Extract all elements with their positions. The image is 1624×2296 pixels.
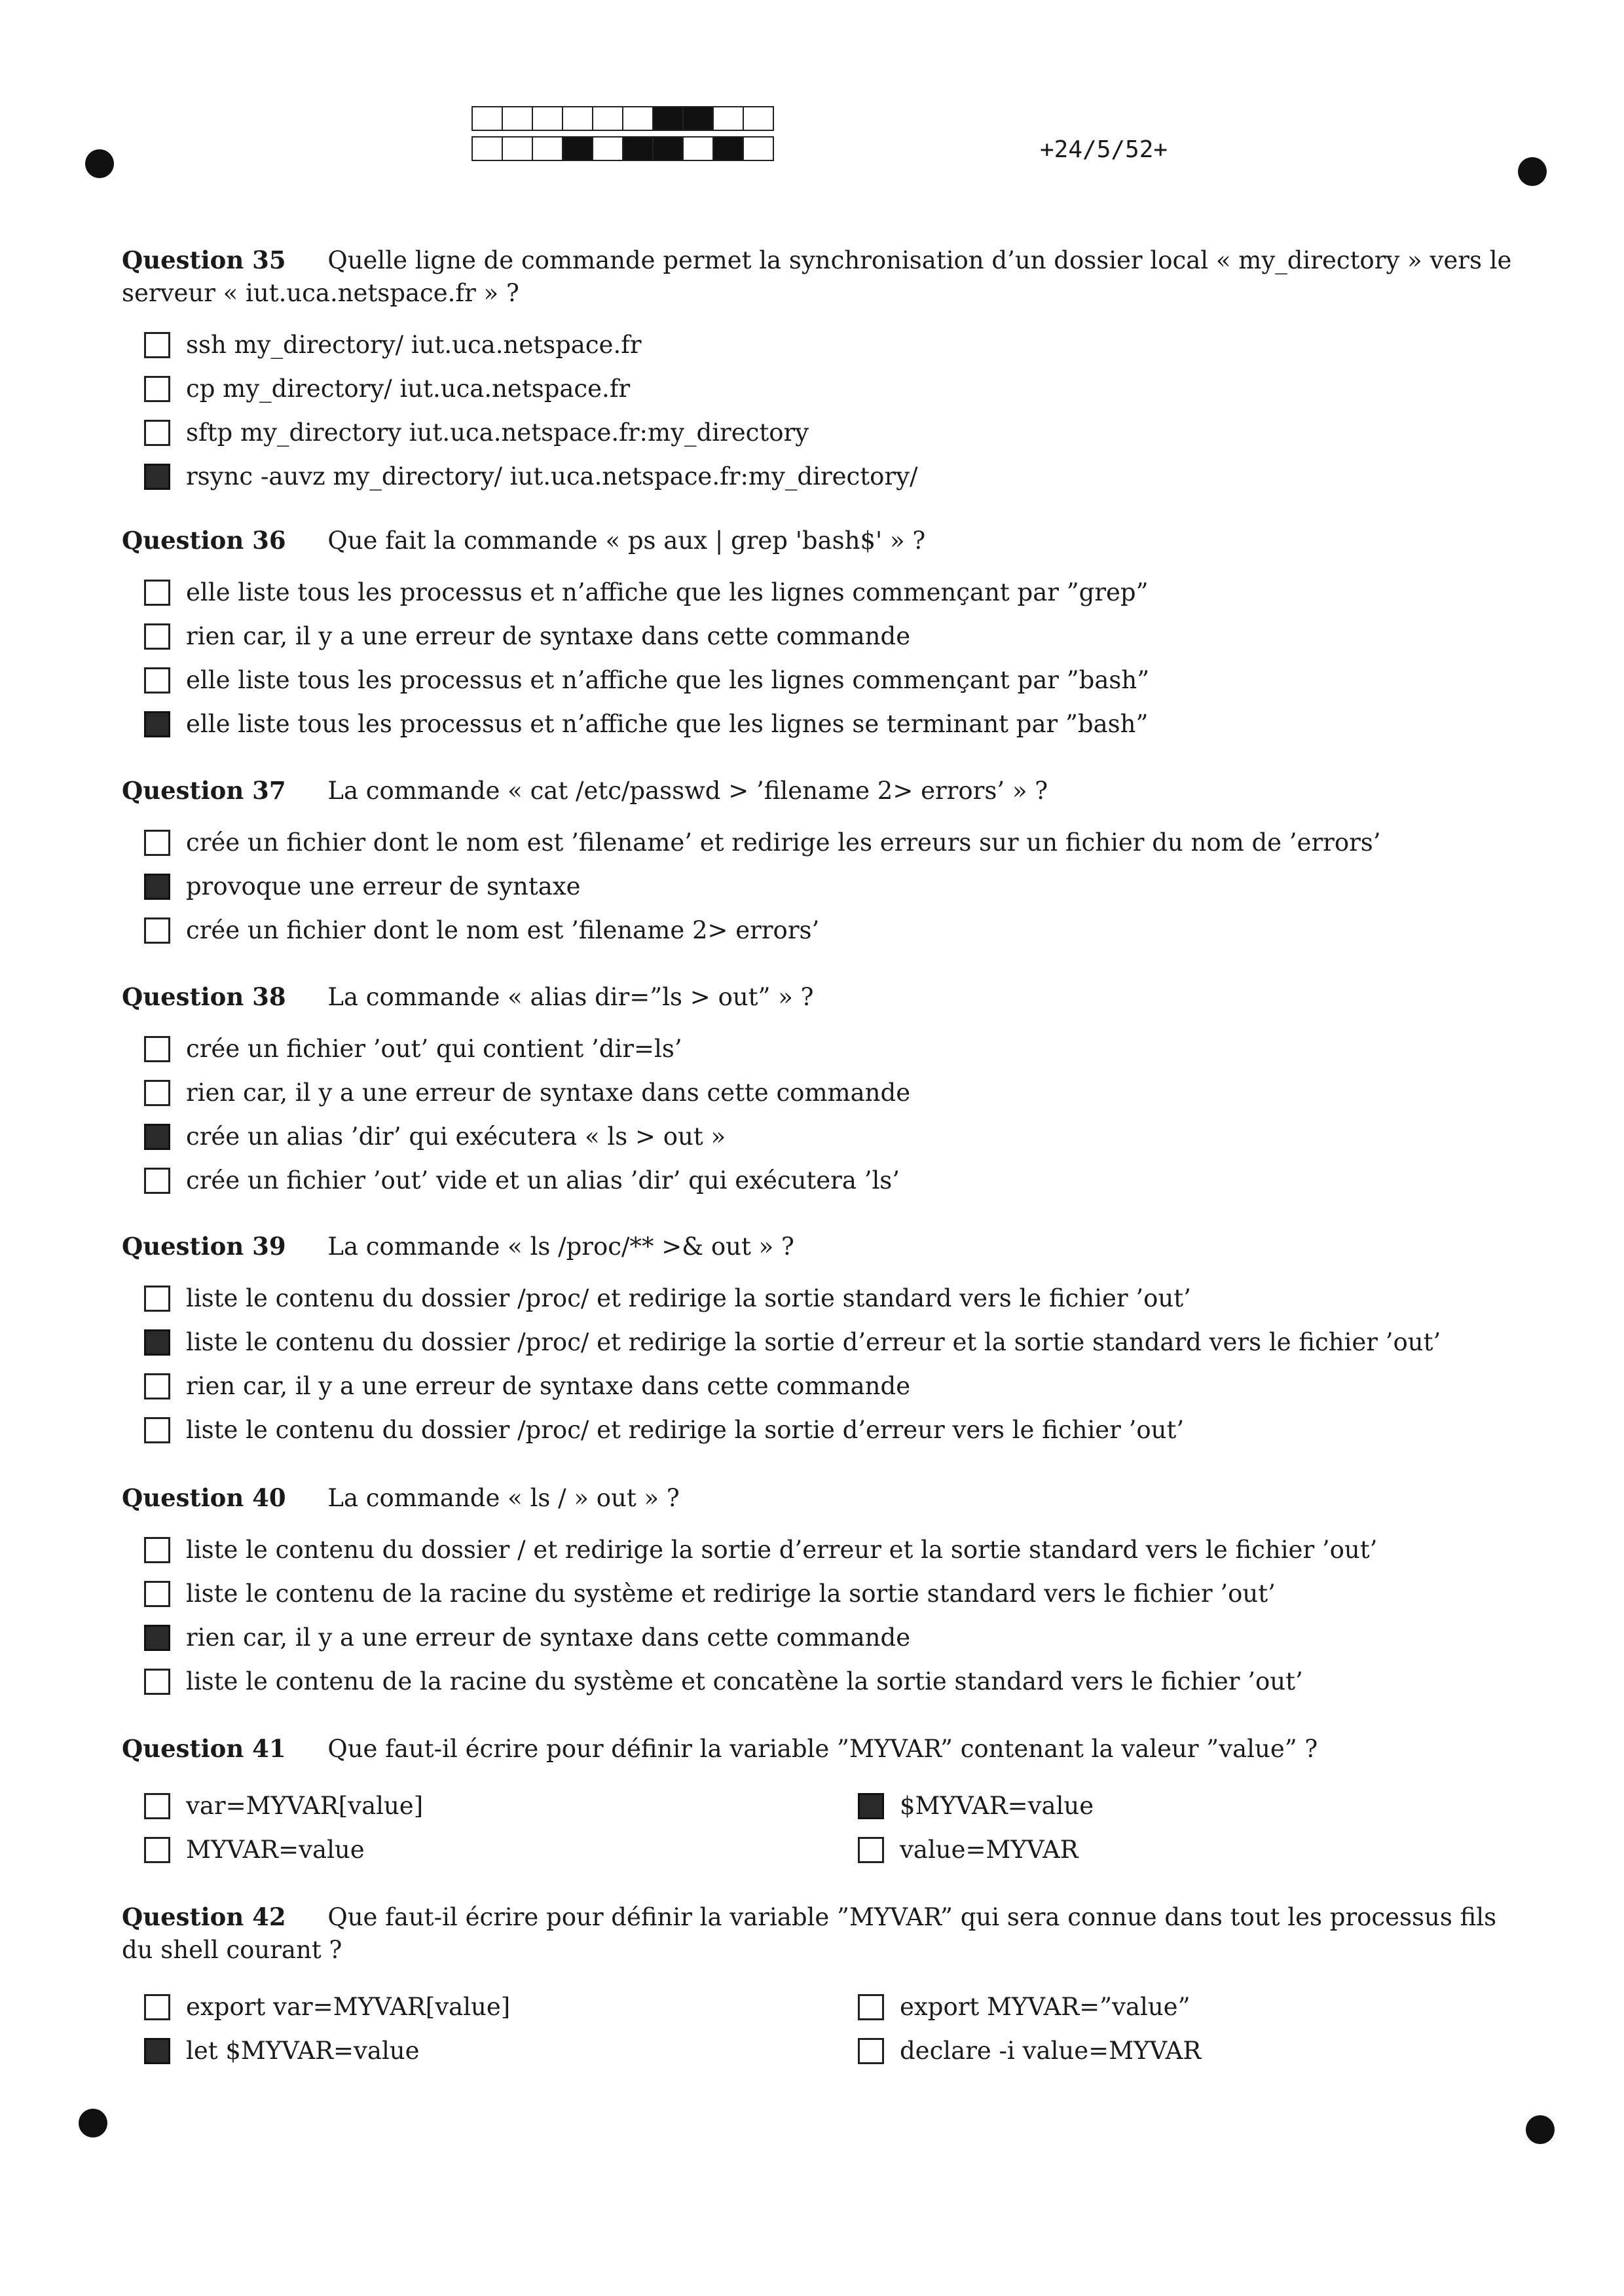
answer-option[interactable] <box>144 570 1530 614</box>
answer-option[interactable] <box>858 1828 1513 1872</box>
question-text: La commande « alias dir=”ls > out” » ? <box>327 983 814 1011</box>
answer-option[interactable] <box>858 1784 1513 1828</box>
answer-label: rien car, il y a une erreur de syntaxe dans cette commande <box>186 1623 911 1652</box>
question-number: Question 42 <box>122 1902 286 1931</box>
checkbox[interactable] <box>144 623 170 650</box>
answer-option[interactable] <box>858 1985 1513 2029</box>
checkbox[interactable] <box>144 580 170 606</box>
answer-label: rien car, il y a une erreur de syntaxe dans cette commande <box>186 622 911 650</box>
id-grid-cell <box>743 136 774 161</box>
id-grid-cell <box>562 136 593 161</box>
answer-option[interactable] <box>144 1320 1530 1364</box>
answer-option[interactable] <box>144 1985 858 2029</box>
question-text: Que faut-il écrire pour définir la variable ”MYVAR” qui sera connue dans tout les processus fils du shell courant ? <box>122 1903 1497 1964</box>
answer-option[interactable] <box>144 1784 858 1828</box>
answer-label: let $MYVAR=value <box>186 2037 420 2065</box>
id-grid-cell <box>532 106 563 131</box>
id-grid-cell <box>502 106 533 131</box>
checkbox[interactable] <box>144 420 170 446</box>
answer-option[interactable] <box>144 1572 1530 1616</box>
question-40 <box>122 1481 1530 1703</box>
answer-label: crée un fichier ’out’ vide et un alias ’dir’ qui exécutera ’ls’ <box>186 1166 900 1194</box>
question-number: Question 35 <box>122 246 286 274</box>
answer-label: $MYVAR=value <box>900 1792 1094 1820</box>
answer-option[interactable] <box>144 864 1530 908</box>
checkbox[interactable] <box>144 1168 170 1194</box>
checkbox[interactable] <box>144 1994 170 2020</box>
answer-label: liste le contenu de la racine du système et redirige la sortie standard vers le fichier ’out’ <box>186 1580 1276 1608</box>
answer-option[interactable] <box>144 1828 858 1872</box>
answer-label: cp my_directory/ iut.uca.netspace.fr <box>186 375 631 403</box>
answer-label: rsync -auvz my_directory/ iut.uca.netspace.fr:my_directory/ <box>186 462 918 491</box>
answer-option[interactable] <box>144 908 1530 952</box>
answer-list <box>122 570 1530 746</box>
question-header <box>122 1900 1530 1967</box>
answer-label: export MYVAR=”value” <box>900 1993 1190 2021</box>
checkbox[interactable] <box>144 1669 170 1695</box>
answer-option[interactable] <box>858 2029 1513 2073</box>
answer-label: liste le contenu du dossier / et redirige la sortie d’erreur et la sortie standard vers le fichier ’out’ <box>186 1536 1378 1564</box>
checkbox[interactable] <box>144 1080 170 1106</box>
question-header <box>122 1230 1530 1263</box>
question-35 <box>122 244 1530 498</box>
question-text: Que fait la commande « ps aux | grep 'bash$' » ? <box>327 527 926 555</box>
answer-option[interactable] <box>144 323 1530 367</box>
checkbox[interactable] <box>144 1286 170 1312</box>
answer-list <box>122 1528 1530 1703</box>
answer-option[interactable] <box>144 454 1530 498</box>
checkbox[interactable] <box>144 1793 170 1819</box>
question-header <box>122 774 1530 807</box>
question-39 <box>122 1230 1530 1452</box>
question-number: Question 39 <box>122 1232 286 1261</box>
answer-label: rien car, il y a une erreur de syntaxe dans cette commande <box>186 1079 911 1107</box>
checkbox[interactable] <box>858 1837 884 1863</box>
question-42 <box>122 1900 1530 2073</box>
answer-label: liste le contenu du dossier /proc/ et redirige la sortie standard vers le fichier ’out’ <box>186 1284 1191 1312</box>
checkbox[interactable] <box>144 1329 170 1356</box>
checkbox[interactable] <box>144 830 170 856</box>
question-text: Que faut-il écrire pour définir la variable ”MYVAR” contenant la valeur ”value” ? <box>327 1735 1318 1763</box>
id-grid-cell <box>682 106 714 131</box>
answer-label: elle liste tous les processus et n’affiche que les lignes se terminant par ”bash” <box>186 710 1149 738</box>
id-grid-cell <box>592 136 623 161</box>
answer-option[interactable] <box>144 1364 1530 1408</box>
question-header <box>122 980 1530 1014</box>
answer-list <box>122 821 1530 952</box>
question-number: Question 37 <box>122 776 286 805</box>
question-41 <box>122 1732 1530 1872</box>
checkbox[interactable] <box>144 332 170 358</box>
checkbox[interactable] <box>144 2038 170 2064</box>
answer-label: elle liste tous les processus et n’affiche que les lignes commençant par ”bash” <box>186 666 1150 694</box>
answer-label: var=MYVAR[value] <box>186 1792 424 1820</box>
id-grid-cell <box>562 106 593 131</box>
answer-label: sftp my_directory iut.uca.netspace.fr:my_directory <box>186 418 809 447</box>
id-grid-cell <box>622 136 654 161</box>
question-number: Question 38 <box>122 982 286 1011</box>
question-header <box>122 244 1530 310</box>
answer-list <box>122 1784 1530 1872</box>
answer-label: crée un alias ’dir’ qui exécutera « ls > out » <box>186 1122 726 1151</box>
answer-option[interactable] <box>144 821 1530 864</box>
answer-label: liste le contenu du dossier /proc/ et redirige la sortie d’erreur vers le fichier ’out’ <box>186 1416 1185 1444</box>
id-grid-cell <box>712 136 744 161</box>
checkbox[interactable] <box>144 1837 170 1863</box>
answer-option[interactable] <box>144 1528 1530 1572</box>
answer-option[interactable] <box>144 1115 1530 1158</box>
question-36 <box>122 524 1530 746</box>
answer-label: ssh my_directory/ iut.uca.netspace.fr <box>186 331 642 359</box>
id-grid-cell <box>592 106 623 131</box>
answer-option[interactable] <box>144 1027 1530 1071</box>
registration-marker-top-left <box>85 149 114 178</box>
answer-option[interactable] <box>144 411 1530 454</box>
question-number: Question 41 <box>122 1734 286 1763</box>
answer-label: crée un fichier dont le nom est ’filename 2> errors’ <box>186 916 820 944</box>
answer-label: declare -i value=MYVAR <box>900 2037 1202 2065</box>
checkbox[interactable] <box>144 1417 170 1443</box>
sheet-id-grid-bottom <box>473 136 774 161</box>
answer-option[interactable] <box>144 1276 1530 1320</box>
checkbox[interactable] <box>144 1373 170 1399</box>
checkbox[interactable] <box>858 1994 884 2020</box>
question-text: La commande « ls / » out » ? <box>327 1484 680 1512</box>
answer-label: value=MYVAR <box>900 1836 1079 1864</box>
answer-label: liste le contenu de la racine du système et concatène la sortie standard vers le fichier ’out’ <box>186 1667 1303 1695</box>
answer-list <box>122 1276 1530 1452</box>
answer-option[interactable] <box>144 1408 1530 1452</box>
question-38 <box>122 980 1530 1202</box>
id-grid-cell <box>712 106 744 131</box>
answer-list <box>122 1027 1530 1202</box>
checkbox[interactable] <box>144 667 170 694</box>
question-text: Quelle ligne de commande permet la synchronisation d’un dossier local « my_directory » vers le serveur « iut.uca.netspace.fr » ? <box>122 246 1512 307</box>
checkbox[interactable] <box>144 1124 170 1150</box>
sheet-id: +24/5/52+ <box>1040 136 1168 163</box>
id-grid-cell <box>471 106 503 131</box>
checkbox[interactable] <box>144 874 170 900</box>
id-grid-cell <box>652 106 684 131</box>
answer-label: crée un fichier dont le nom est ’filename’ et redirige les erreurs sur un fichier du nom de ’errors’ <box>186 828 1381 857</box>
checkbox[interactable] <box>144 1581 170 1607</box>
question-header <box>122 1481 1530 1515</box>
checkbox[interactable] <box>144 1036 170 1062</box>
id-grid-cell <box>682 136 714 161</box>
sheet-id-grid-top <box>473 106 774 131</box>
question-number: Question 40 <box>122 1483 286 1512</box>
checkbox[interactable] <box>144 1537 170 1563</box>
registration-marker-top-right <box>1518 157 1547 186</box>
answer-label: provoque une erreur de syntaxe <box>186 872 581 900</box>
id-grid-cell <box>743 106 774 131</box>
registration-marker-bottom-right <box>1526 2115 1555 2144</box>
id-grid-cell <box>622 106 654 131</box>
question-header <box>122 1732 1530 1766</box>
checkbox[interactable] <box>144 376 170 402</box>
question-number: Question 36 <box>122 526 286 555</box>
answer-label: crée un fichier ’out’ qui contient ’dir=ls’ <box>186 1035 682 1063</box>
answer-option[interactable] <box>144 1616 1530 1659</box>
answer-label: MYVAR=value <box>186 1836 365 1864</box>
answer-option[interactable] <box>144 1659 1530 1703</box>
id-grid-cell <box>502 136 533 161</box>
checkbox[interactable] <box>144 917 170 944</box>
id-grid-cell <box>532 136 563 161</box>
answer-option[interactable] <box>144 1158 1530 1202</box>
question-text: La commande « ls /proc/** >& out » ? <box>327 1232 794 1261</box>
id-grid-cell <box>471 136 503 161</box>
checkbox[interactable] <box>144 1625 170 1651</box>
answer-option[interactable] <box>144 702 1530 746</box>
answer-label: liste le contenu du dossier /proc/ et redirige la sortie d’erreur et la sortie standard vers le fichier ’out’ <box>186 1328 1441 1356</box>
question-header <box>122 524 1530 557</box>
checkbox[interactable] <box>858 1793 884 1819</box>
checkbox[interactable] <box>144 464 170 490</box>
answer-option[interactable] <box>144 658 1530 702</box>
checkbox[interactable] <box>858 2038 884 2064</box>
answer-list <box>122 1985 1530 2073</box>
answer-list <box>122 323 1530 498</box>
answer-option[interactable] <box>144 1071 1530 1115</box>
registration-marker-bottom-left <box>79 2109 107 2138</box>
question-37 <box>122 774 1530 952</box>
answer-label: rien car, il y a une erreur de syntaxe dans cette commande <box>186 1372 911 1400</box>
id-grid-cell <box>652 136 684 161</box>
answer-option[interactable] <box>144 367 1530 411</box>
answer-label: export var=MYVAR[value] <box>186 1993 511 2021</box>
question-text: La commande « cat /etc/passwd > ’filename 2> errors’ » ? <box>327 777 1048 805</box>
answer-label: elle liste tous les processus et n’affiche que les lignes commençant par ”grep” <box>186 578 1149 606</box>
answer-option[interactable] <box>144 614 1530 658</box>
checkbox[interactable] <box>144 711 170 737</box>
answer-option[interactable] <box>144 2029 858 2073</box>
